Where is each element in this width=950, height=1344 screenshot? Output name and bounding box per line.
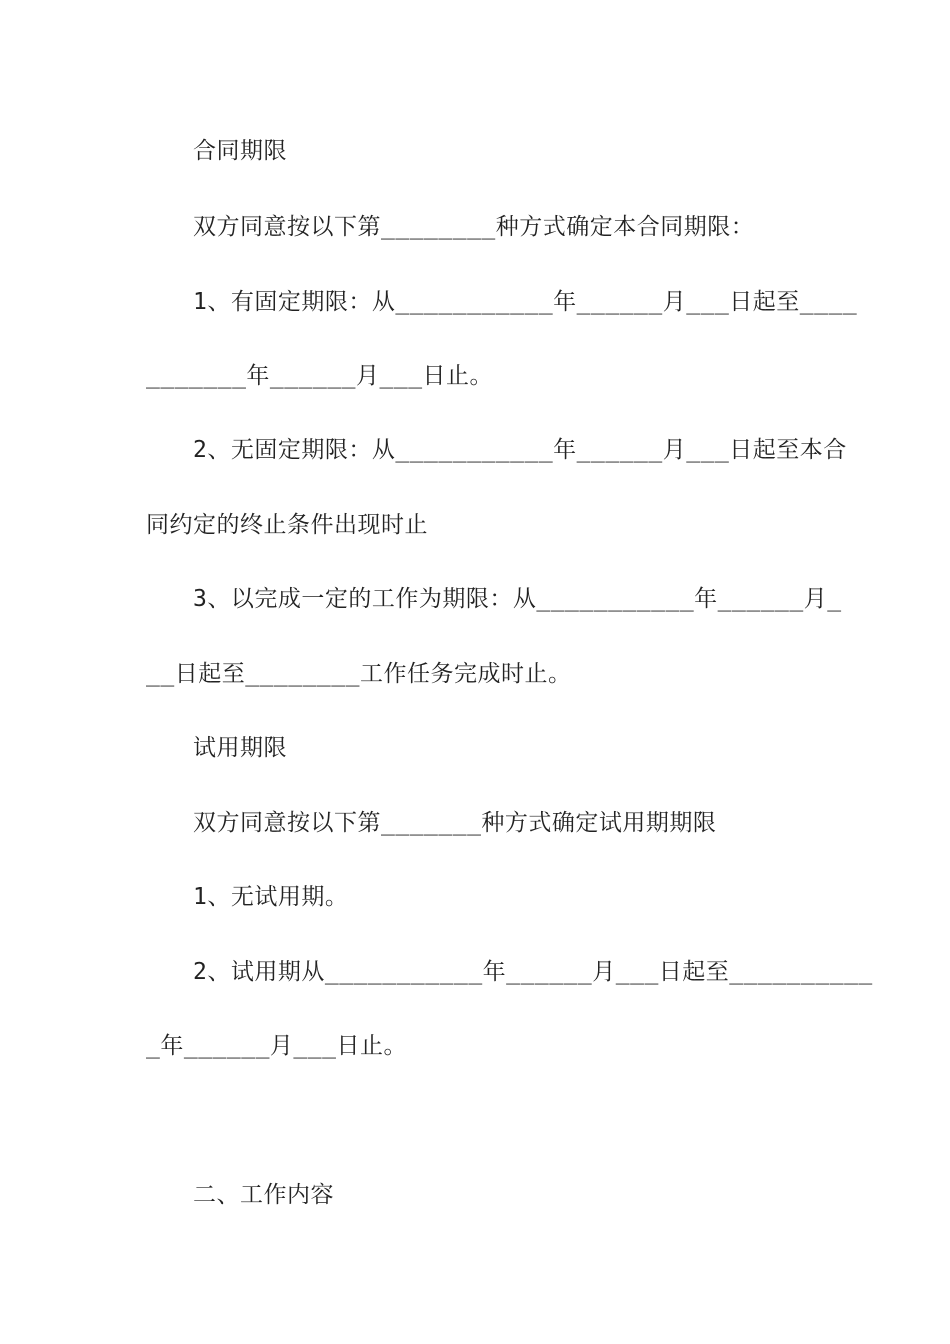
paragraph-probation-intro: 双方同意按以下第_______种方式确定试用期期限 bbox=[193, 810, 717, 836]
clause-fixed-term-line-2: _______年______月___日止。 bbox=[146, 363, 494, 389]
clause-fixed-term-line-1: 1、有固定期限：从___________年______月___日起至____ bbox=[193, 289, 858, 315]
section-heading-job-content: 二、工作内容 bbox=[193, 1182, 334, 1208]
clause-task-term-line-2: __日起至________工作任务完成时止。 bbox=[146, 661, 572, 687]
clause-open-term-line-1: 2、无固定期限：从___________年______月___日起至本合 bbox=[193, 437, 847, 463]
paragraph-contract-term-intro: 双方同意按以下第________种方式确定本合同期限： bbox=[193, 214, 755, 240]
clause-task-term-line-1: 3、以完成一定的工作为期限：从___________年______月_ bbox=[193, 586, 842, 612]
clause-probation-period-line-1: 2、试用期从___________年______月___日起至__________ bbox=[193, 959, 873, 985]
clause-no-probation: 1、无试用期。 bbox=[193, 884, 349, 910]
clause-probation-period-line-2: _年______月___日止。 bbox=[146, 1033, 407, 1059]
section-heading-contract-term: 合同期限 bbox=[193, 138, 287, 164]
section-heading-probation: 试用期限 bbox=[193, 735, 287, 761]
clause-open-term-line-2: 同约定的终止条件出现时止 bbox=[146, 512, 428, 538]
